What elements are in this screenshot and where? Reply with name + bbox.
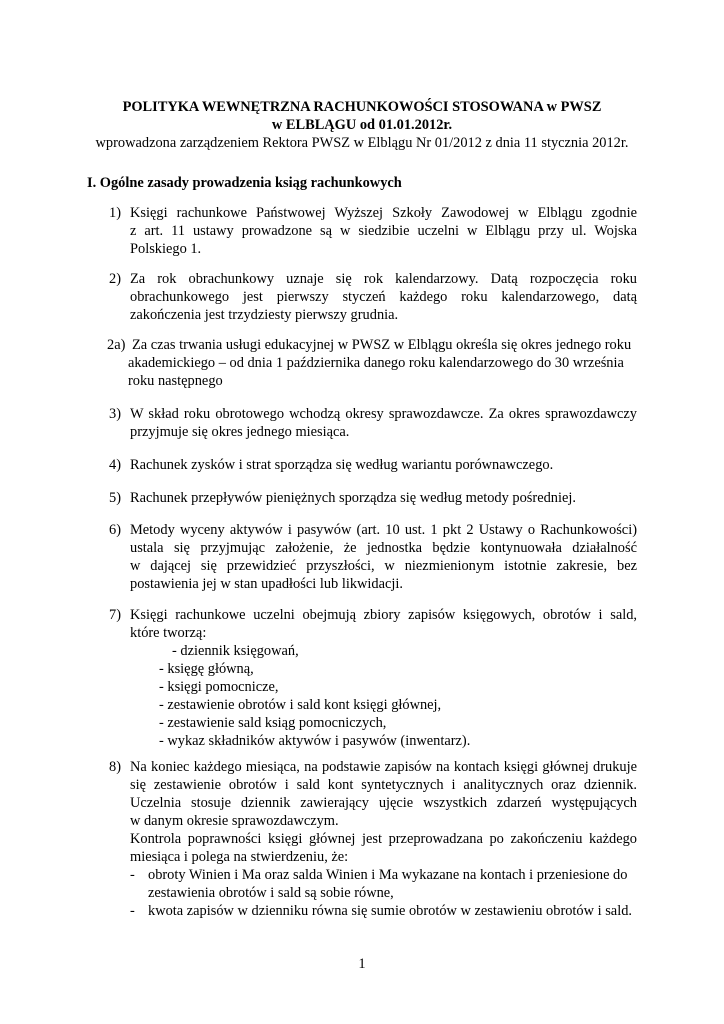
text-line: Polskiego 1. — [130, 241, 202, 257]
section-heading: I. Ogólne zasady prowadzenia ksiąg rachunkowych — [87, 175, 402, 191]
item-3-text — [130, 405, 637, 441]
text-line: przyjmuje się okres jednego miesiąca. — [130, 424, 350, 440]
dash-item-1-line-1: obroty Winien i Ma oraz salda Winien i Ma wykazane na kontach i przeniesione do — [148, 867, 628, 883]
text-line: zakończenia jest trzydziesty pierwszy grudnia. — [130, 307, 399, 323]
text-line: Uczelnia stosuje dziennik zawierający ujęcie wszystkich zdarzeń występujących — [130, 795, 637, 811]
item-2a-line-3: roku następnego — [128, 373, 223, 389]
text-line: się zestawienie obrotów i sald kont syntetycznych i analitycznych oraz dziennik. — [130, 777, 637, 793]
list-item: - dziennik księgowań, — [172, 643, 299, 659]
list-item: - zestawienie sald ksiąg pomocniczych, — [159, 715, 387, 731]
item-number-4: 4) — [109, 457, 121, 473]
list-item: - wykaz składników aktywów i pasywów (inwentarz). — [159, 733, 471, 749]
list-item: - księgę główną, — [159, 661, 254, 677]
item-4-text: Rachunek zysków i strat sporządza się według wariantu porównawczego. — [130, 457, 554, 473]
page-number: 1 — [358, 956, 366, 972]
item-number-5: 5) — [109, 490, 121, 506]
text-line: Księgi rachunkowe uczelni obejmują zbiory zapisów księgowych, obrotów i sald, — [130, 607, 637, 623]
item-1-text — [130, 204, 637, 258]
document-subtitle: wprowadzona zarządzeniem Rektora PWSZ w Elblągu Nr 01/2012 z dnia 11 stycznia 2012r. — [95, 135, 629, 151]
text-line: obrachunkowego jest pierwszy styczeń każdego roku kalendarzowego, datą — [130, 289, 637, 305]
item-2a-line-1: Za czas trwania usługi edukacyjnej w PWSZ w Elblągu określa się okres jednego roku — [132, 337, 632, 353]
item-5-text: Rachunek przepływów pieniężnych sporządza się według metody pośredniej. — [130, 490, 576, 506]
dash-item-2: kwota zapisów w dzienniku równa się sumie obrotów w zestawieniu obrotów i sald. — [148, 903, 632, 919]
dash-marker: - — [130, 903, 135, 919]
text-line: Księgi rachunkowe Państwowej Wyższej Szkoły Zawodowej w Elblągu zgodnie — [130, 205, 637, 221]
text-line: z art. 11 ustawy prowadzone są w siedzibie uczelni w Elblągu przy ul. Wojska — [130, 223, 637, 239]
text-line: Metody wyceny aktywów i pasywów (art. 10 ust. 1 pkt 2 Ustawy o Rachunkowości) — [130, 522, 637, 538]
item-number-1: 1) — [109, 205, 121, 221]
item-number-8: 8) — [109, 759, 121, 775]
text-line: Za rok obrachunkowy uznaje się rok kalendarzowy. Datą rozpoczęcia roku — [130, 271, 637, 287]
text-line: Na koniec każdego miesiąca, na podstawie zapisów na kontach księgi głównej drukuje — [130, 759, 637, 775]
document-title-line-1: POLITYKA WEWNĘTRZNA RACHUNKOWOŚCI STOSOWANA w PWSZ — [122, 99, 602, 115]
document-title-line-2: w ELBLĄGU od 01.01.2012r. — [271, 117, 453, 133]
dash-marker: - — [130, 867, 135, 883]
item-number-6: 6) — [109, 522, 121, 538]
item-8-control-text — [130, 830, 637, 866]
text-line: postawienia jej w stan upadłości lub likwidacji. — [130, 576, 403, 592]
list-item: - zestawienie obrotów i sald kont księgi głównej, — [159, 697, 442, 713]
text-line: ustala się przyjmując założenie, że jednostka będzie kontynuowała działalność — [130, 540, 637, 556]
item-number-7: 7) — [109, 607, 121, 623]
item-6-text — [130, 521, 637, 593]
text-line: które tworzą: — [130, 625, 207, 641]
text-line: Kontrola poprawności księgi głównej jest przeprowadzana po zakończeniu każdego — [130, 831, 637, 847]
dash-item-1-line-2: zestawienia obrotów i sald są sobie równe, — [148, 885, 394, 901]
item-number-3: 3) — [109, 406, 121, 422]
text-line: w danym okresie sprawozdawczym. — [130, 813, 339, 829]
item-8-text — [130, 758, 637, 830]
text-line: miesiąca i polega na stwierdzeniu, że: — [130, 849, 349, 865]
item-number-2: 2) — [109, 271, 121, 287]
item-7-text — [130, 606, 637, 642]
list-item: - księgi pomocnicze, — [159, 679, 279, 695]
item-number-2a: 2a) — [107, 337, 126, 353]
item-2a-line-2: akademickiego – od dnia 1 października danego roku kalendarzowego do 30 września — [128, 355, 624, 371]
text-line: W skład roku obrotowego wchodzą okresy sprawozdawcze. Za okres sprawozdawczy — [130, 406, 637, 422]
text-line: w dającej się przewidzieć przyszłości, w niezmienionym istotnie zakresie, bez — [130, 558, 637, 574]
item-2-text — [130, 270, 637, 324]
